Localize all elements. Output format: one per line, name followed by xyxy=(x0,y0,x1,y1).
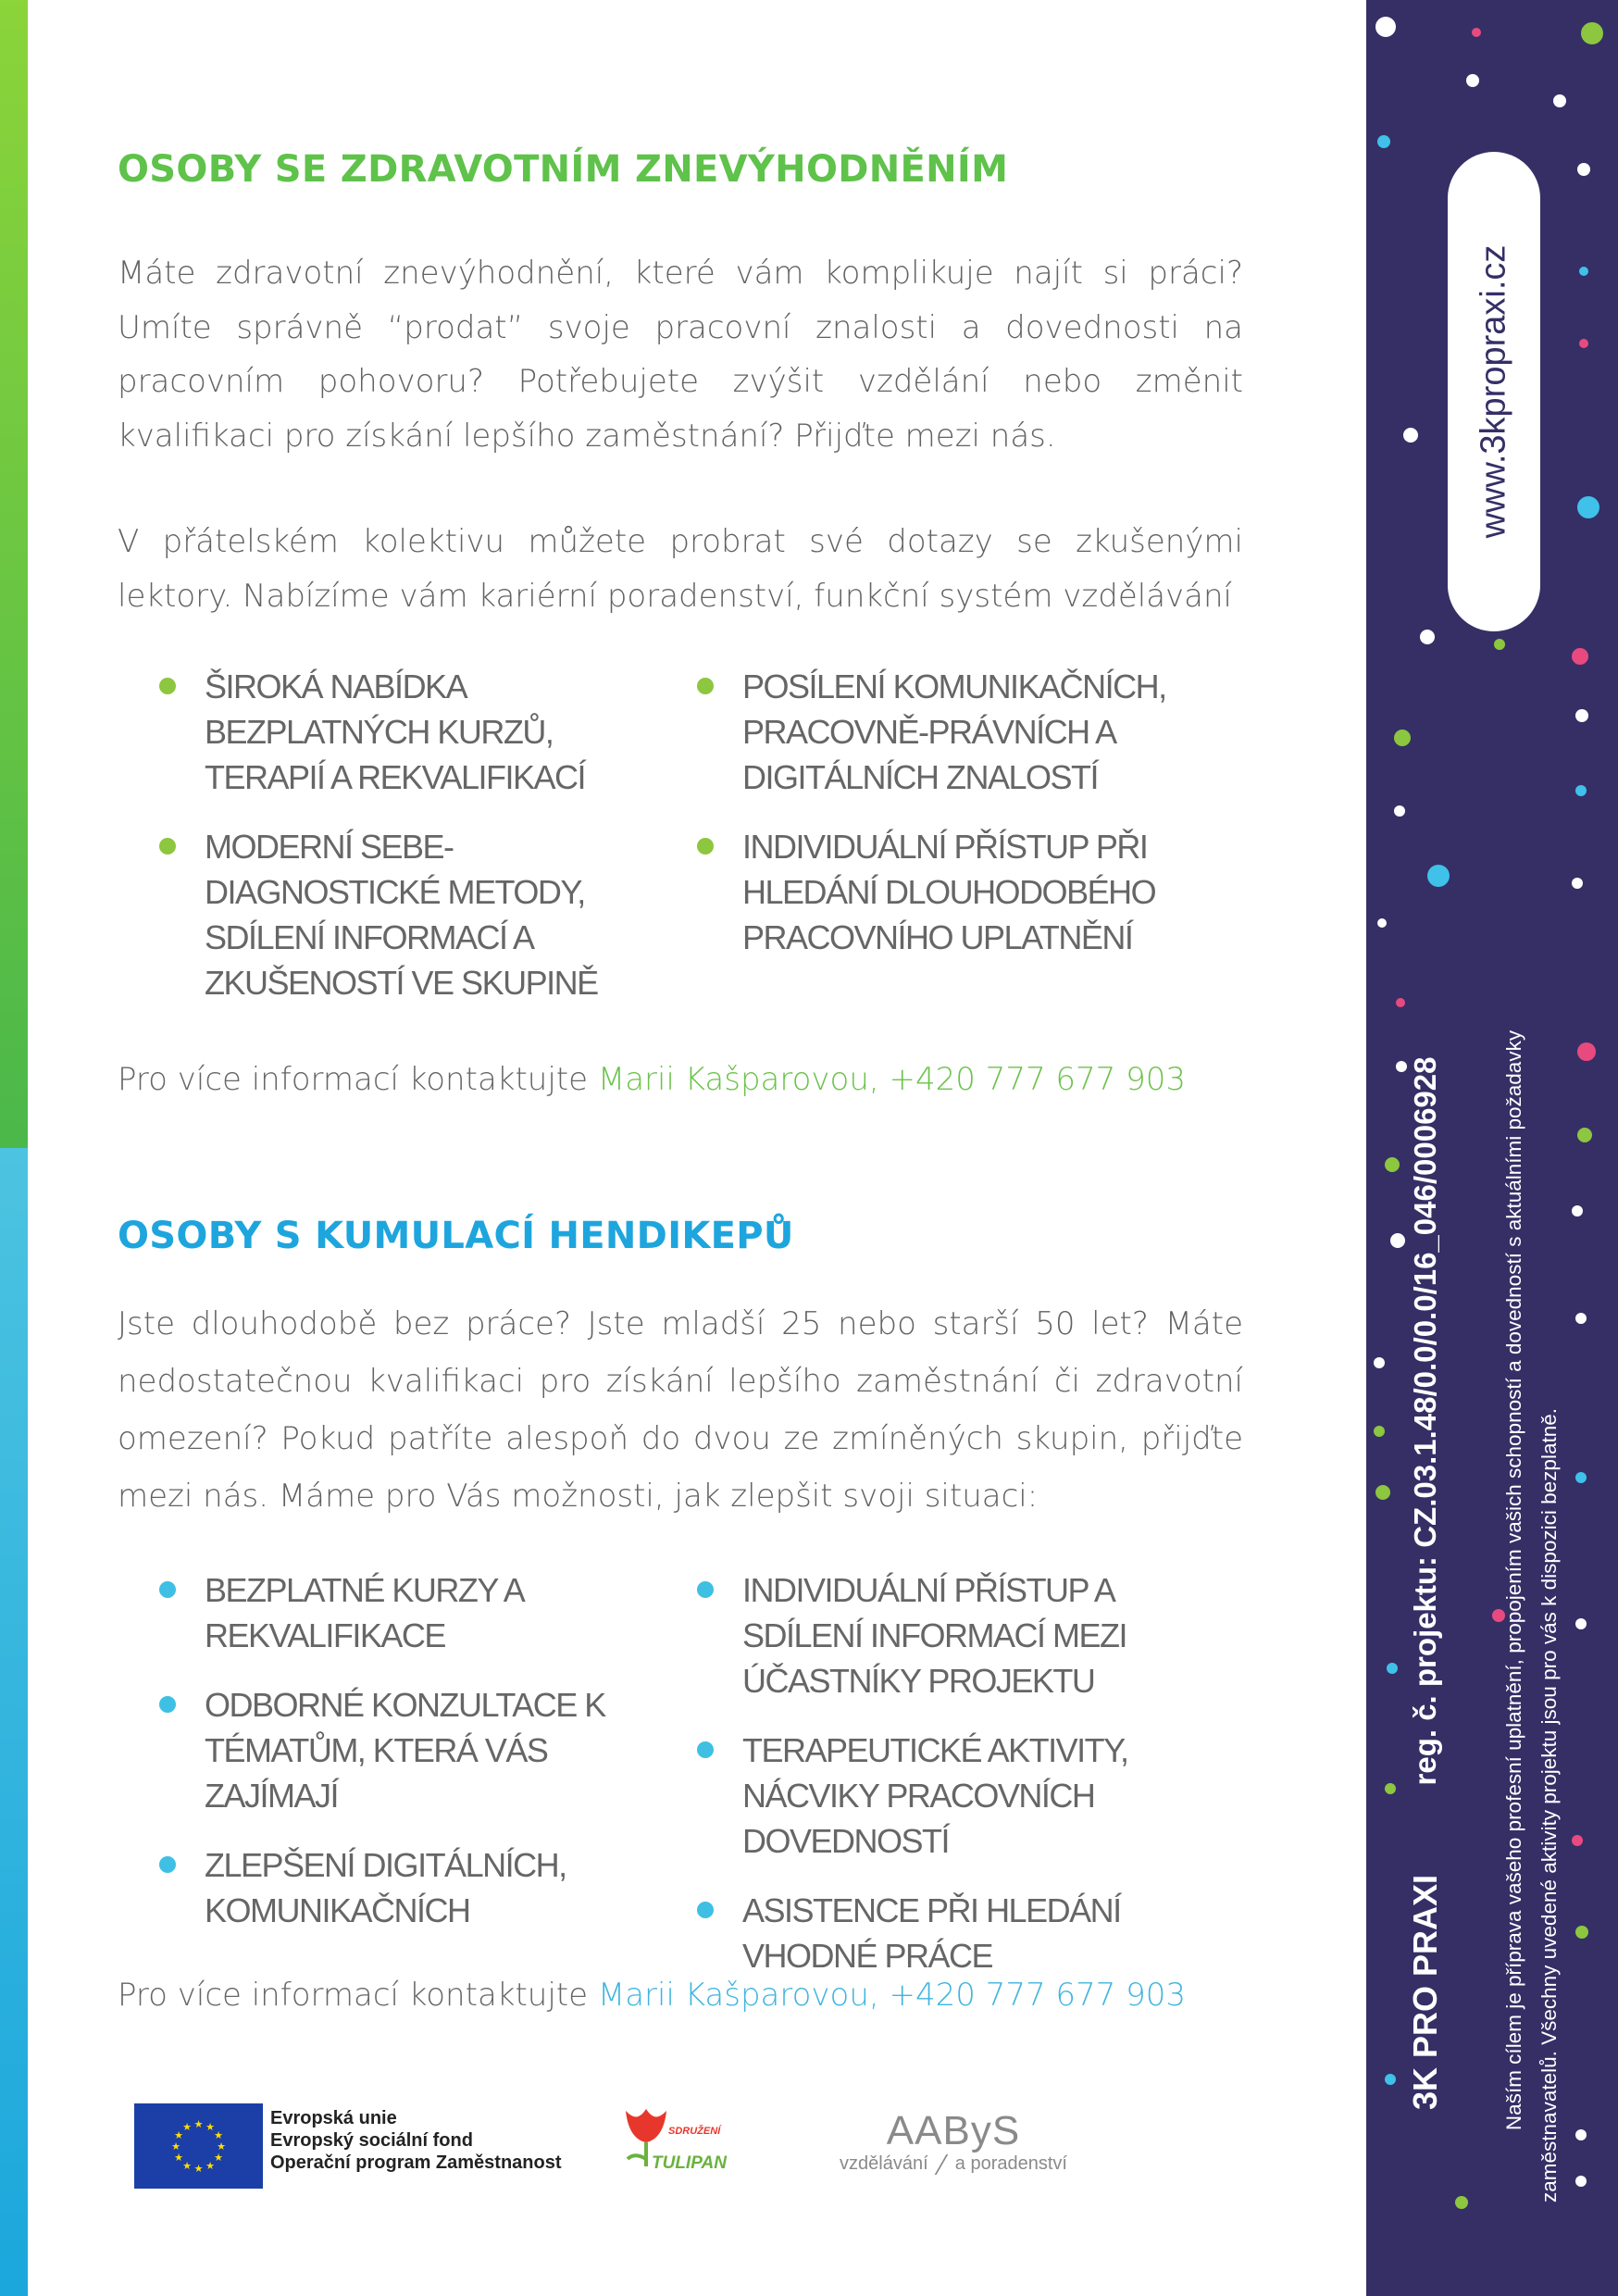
aabyss-subtitle: vzdělávání a poradenství xyxy=(840,2153,1067,2174)
aabyss-logo xyxy=(815,2108,1092,2176)
confetti-dot xyxy=(1394,730,1411,746)
left-green-stripe xyxy=(0,0,28,1148)
confetti-dot xyxy=(1579,339,1588,348)
confetti-dot xyxy=(1466,74,1479,87)
confetti-dot xyxy=(1385,2074,1396,2085)
confetti-dot xyxy=(1572,648,1588,665)
tulipan-label-top: SDRUŽENÍ xyxy=(668,2126,721,2137)
project-description-line2: zaměstnavatelů. Všechny uvedené aktivity projektu jsou pro vás k dispozici bezplatně. xyxy=(1537,1408,1561,2202)
confetti-dot xyxy=(1575,2129,1587,2140)
confetti-dot xyxy=(1575,709,1588,722)
list-item: ODBORNÉ KONZULTACE K TÉMATŮM, KTERÁ VÁS ZAJÍMAJÍ xyxy=(118,1682,664,1818)
confetti-dot xyxy=(1579,267,1588,276)
confetti-dot xyxy=(1390,1233,1405,1248)
list-item: MODERNÍ SEBE-DIAGNOSTICKÉ METODY, SDÍLENÍ INFORMACÍ A ZKUŠENOSTÍ VE SKUPINĚ xyxy=(118,824,664,1005)
confetti-dot xyxy=(1572,878,1583,889)
left-blue-stripe xyxy=(0,1148,28,2296)
bullet-dot-icon xyxy=(697,678,714,694)
confetti-dot xyxy=(1387,1663,1398,1674)
svg-text:★: ★ xyxy=(205,2160,215,2172)
confetti-dot xyxy=(1377,135,1390,148)
bullet-dot-icon xyxy=(697,1581,714,1598)
section2-paragraph: Jste dlouhodobě bez práce? Jste mladší 25 nebo starší 50 let? Máte nedostatečnou kvalifikaci pro získání lepšího zaměstnání či zdravotní omezení? Pokud patříte alespoň do dvou ze zmíněných skupin, přijďte mezi nás. Máme pro Vás možnosti, jak zlepšit svoji situaci: xyxy=(118,1305,1243,1515)
confetti-dot xyxy=(1575,785,1587,796)
confetti-dot xyxy=(1377,918,1387,928)
bullet-dot-icon xyxy=(697,838,714,855)
confetti-dot xyxy=(1394,805,1405,817)
confetti-dot xyxy=(1575,1926,1588,1939)
list-item: BEZPLATNÉ KURZY A REKVALIFIKACE xyxy=(118,1567,664,1658)
svg-text:★: ★ xyxy=(182,2121,192,2133)
confetti-dot xyxy=(1455,2196,1468,2209)
confetti-dot xyxy=(1575,1618,1587,1629)
list-item: ASISTENCE PŘI HLEDÁNÍ VHODNÉ PRÁCE xyxy=(655,1888,1229,1978)
confetti-dot xyxy=(1396,998,1405,1007)
section1-bullets-left xyxy=(118,664,664,1029)
confetti-dot xyxy=(1581,22,1603,44)
confetti-dot xyxy=(1427,865,1450,887)
section2-contact: Pro více informací kontaktujte Marii Kašparovou, +420 777 677 903 xyxy=(118,1977,1186,2014)
website-link[interactable]: www.3kpropraxi.cz xyxy=(1474,244,1513,539)
list-item: TERAPEUTICKÉ AKTIVITY, NÁCVIKY PRACOVNÍCH DOVEDNOSTÍ xyxy=(655,1728,1229,1864)
eu-logo-text: Evropská unie Evropský sociální fond Operační program Zaměstnanost xyxy=(270,2108,562,2173)
confetti-dot xyxy=(1420,630,1435,644)
bullet-dot-icon xyxy=(159,678,176,694)
eu-flag-logo xyxy=(134,2103,263,2189)
confetti-dot xyxy=(1572,1205,1583,1217)
section1-title: OSOBY SE ZDRAVOTNÍM ZNEVÝHODNĚNÍM xyxy=(118,148,1009,191)
section1-contact: Pro více informací kontaktujte Marii Kašparovou, +420 777 677 903 xyxy=(118,1061,1186,1098)
svg-text:★: ★ xyxy=(205,2121,215,2133)
section2-bullets-right xyxy=(655,1567,1229,2003)
project-reg-number: reg. č. projektu: CZ.03.1.48/0.0/0.0/16_046/0006928 xyxy=(1408,1056,1442,1786)
section2-title: OSOBY S KUMULACÍ HENDIKEPŮ xyxy=(118,1215,794,1257)
bullet-dot-icon xyxy=(159,838,176,855)
tulipan-logo xyxy=(618,2102,729,2185)
section1-bullets-right xyxy=(655,664,1174,984)
sidebar-panel xyxy=(1366,0,1618,2296)
bullet-dot-icon xyxy=(159,1856,176,1873)
svg-text:★: ★ xyxy=(174,2129,183,2141)
confetti-dot xyxy=(1575,2176,1587,2187)
confetti-dot xyxy=(1375,17,1396,37)
tulipan-label-name: TULIPAN xyxy=(652,2153,727,2173)
list-item: INDIVIDUÁLNÍ PŘÍSTUP PŘI HLEDÁNÍ DLOUHODOBÉHO PRACOVNÍHO UPLATNĚNÍ xyxy=(655,824,1174,960)
list-item: ŠIROKÁ NABÍDKA BEZPLATNÝCH KURZŮ, TERAPIÍ A REKVALIFIKACÍ xyxy=(118,664,664,800)
project-name: 3K PRO PRAXI xyxy=(1406,1874,1444,2111)
list-item: ZLEPŠENÍ DIGITÁLNÍCH, KOMUNIKAČNÍCH xyxy=(118,1842,664,1933)
svg-text:★: ★ xyxy=(214,2129,223,2141)
confetti-dot xyxy=(1577,1128,1592,1142)
svg-text:★: ★ xyxy=(182,2160,192,2172)
confetti-dot xyxy=(1572,1835,1583,1846)
section1-paragraph-2: V přátelském kolektivu můžete probrat své dotazy se zkušenými lektory. Nabízíme vám kariérní poradenství, funkční systém vzdělávání xyxy=(118,523,1243,615)
svg-text:★: ★ xyxy=(174,2152,183,2164)
contact-name: Marii Kašparovou, +420 777 677 903 xyxy=(597,1977,1186,2014)
section2-bullets-left xyxy=(118,1567,664,1957)
confetti-dot xyxy=(1375,1485,1390,1500)
svg-text:★: ★ xyxy=(217,2140,226,2152)
project-description-line1: Naším cílem je příprava vašeho profesní uplatnění, propojením vašich schopností a dovedností s aktuálními požadavky xyxy=(1502,1029,1525,2131)
aabyss-name: AAByS xyxy=(886,2108,1021,2153)
aabyss-slash xyxy=(935,2154,949,2175)
svg-text:★: ★ xyxy=(193,2163,204,2175)
confetti-dot xyxy=(1385,1783,1396,1794)
confetti-dot xyxy=(1403,428,1418,443)
list-item: INDIVIDUÁLNÍ PŘÍSTUP A SDÍLENÍ INFORMACÍ MEZI ÚČASTNÍKY PROJEKTU xyxy=(655,1567,1229,1703)
confetti-dot xyxy=(1553,94,1566,107)
confetti-dot xyxy=(1472,28,1481,37)
svg-text:★: ★ xyxy=(171,2140,180,2152)
confetti-dot xyxy=(1396,1061,1407,1072)
contact-name: Marii Kašparovou, +420 777 677 903 xyxy=(597,1061,1186,1098)
section1-paragraph-1: Máte zdravotní znevýhodnění, které vám komplikuje najít si práci? Umíte správně “prodat” svoje pracovní znalosti a dovednosti na pracovním pohovoru? Potřebujete zvýšit vzdělání nebo změnit kvalifikaci pro získání lepšího zaměstnání? Přijďte mezi nás. xyxy=(118,255,1243,455)
confetti-dot xyxy=(1577,496,1599,518)
confetti-dot xyxy=(1575,1313,1587,1324)
confetti-dot xyxy=(1494,639,1505,650)
svg-text:★: ★ xyxy=(214,2152,223,2164)
bullet-dot-icon xyxy=(159,1696,176,1713)
bullet-dot-icon xyxy=(159,1581,176,1598)
confetti-dot xyxy=(1577,1042,1596,1061)
eu-stars-icon xyxy=(134,2103,263,2189)
bullet-dot-icon xyxy=(697,1902,714,1918)
confetti-dot xyxy=(1577,163,1590,176)
list-item: POSÍLENÍ KOMUNIKAČNÍCH, PRACOVNĚ-PRÁVNÍCH A DIGITÁLNÍCH ZNALOSTÍ xyxy=(655,664,1174,800)
confetti-dot xyxy=(1385,1157,1400,1172)
confetti-dot xyxy=(1575,1472,1587,1483)
confetti-dot xyxy=(1374,1357,1385,1368)
svg-text:★: ★ xyxy=(193,2118,204,2130)
bullet-dot-icon xyxy=(697,1741,714,1758)
confetti-dot xyxy=(1374,1426,1385,1437)
